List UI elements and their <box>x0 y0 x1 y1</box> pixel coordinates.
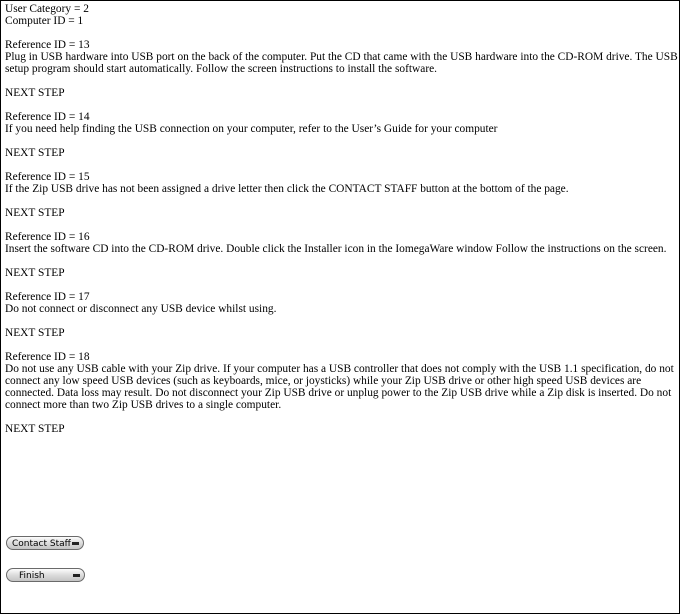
step-16 <box>5 231 680 255</box>
reference-id: Reference ID = 15 <box>5 171 90 183</box>
step-text: setup program should start automatically. Follow the screen instructions to install the software. <box>5 63 438 75</box>
next-step-link[interactable]: NEXT STEP <box>5 147 65 159</box>
next-step-link[interactable]: NEXT STEP <box>5 87 65 99</box>
reference-id: Reference ID = 18 <box>5 351 90 363</box>
reference-id: Reference ID = 14 <box>5 111 90 123</box>
dash-icon <box>72 542 79 545</box>
step-14 <box>5 111 680 135</box>
next-step-link[interactable]: NEXT STEP <box>5 327 65 339</box>
step-text: connect any low speed USB devices (such as keyboards, mice, or joysticks) while your Zip USB drive or other high speed USB devices are <box>5 375 642 387</box>
step-18 <box>5 351 680 411</box>
reference-id: Reference ID = 16 <box>5 231 90 243</box>
step-13 <box>5 39 680 75</box>
next-step-link[interactable]: NEXT STEP <box>5 423 65 435</box>
contact-staff-label: Contact Staff <box>12 539 71 549</box>
user-category: User Category = 2 <box>5 3 89 15</box>
step-text: If the Zip USB drive has not been assigned a drive letter then click the CONTACT STAFF button at the bottom of the page. <box>5 183 569 195</box>
step-15 <box>5 171 680 195</box>
step-text: Do not connect or disconnect any USB device whilst using. <box>5 303 277 315</box>
instructions-content <box>5 3 680 447</box>
step-text: If you need help finding the USB connection on your computer, refer to the User’s Guide for your computer <box>5 123 498 135</box>
reference-id: Reference ID = 17 <box>5 291 90 303</box>
step-text: connect more than two Zip USB drives to a single computer. <box>5 399 282 411</box>
step-text: connected. Data loss may result. Do not disconnect your Zip USB drive or unplug power to the Zip USB drive while a Zip disk is inserted. Do not <box>5 387 672 399</box>
dash-icon <box>73 574 80 577</box>
next-step-link[interactable]: NEXT STEP <box>5 207 65 219</box>
contact-staff-button[interactable] <box>6 536 84 550</box>
reference-id: Reference ID = 13 <box>5 39 90 51</box>
step-text: Do not use any USB cable with your Zip drive. If your computer has a USB controller that does not comply with the USB 1.1 specification, do not <box>5 363 674 375</box>
step-text: Plug in USB hardware into USB port on the back of the computer. Put the CD that came with the USB hardware into the CD-ROM drive. The USB <box>5 51 678 63</box>
step-17 <box>5 291 680 315</box>
finish-button[interactable] <box>6 568 85 582</box>
computer-id: Computer ID = 1 <box>5 15 84 27</box>
finish-label: Finish <box>19 571 45 581</box>
step-text: Insert the software CD into the CD-ROM drive. Double click the Installer icon in the IomegaWare window Follow the instructions on the screen. <box>5 243 667 255</box>
next-step-link[interactable]: NEXT STEP <box>5 267 65 279</box>
